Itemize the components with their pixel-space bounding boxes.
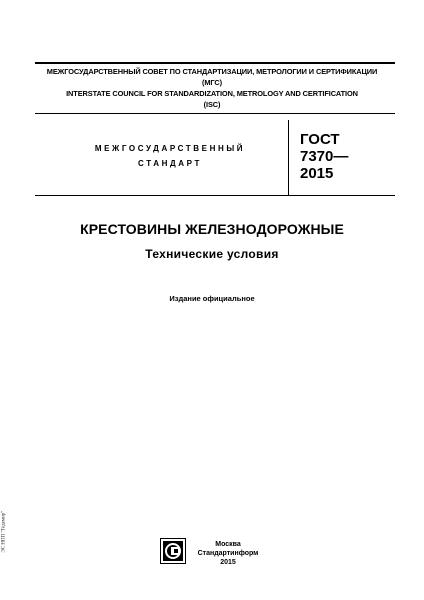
gost-year: 2015 — [300, 165, 334, 182]
council-ru-line: МЕЖГОСУДАРСТВЕННЫЙ СОВЕТ ПО СТАНДАРТИЗАЦИИ, МЕТРОЛОГИИ И СЕРТИФИКАЦИИ — [46, 67, 378, 76]
standard-label-line1: МЕЖГОСУДАРСТВЕННЫЙ — [94, 144, 246, 153]
edition-label: Издание официальное — [169, 294, 255, 303]
publisher-block — [188, 540, 268, 567]
header-bottom-rule — [35, 113, 395, 114]
council-ru-abbr: (МГС) — [201, 78, 222, 87]
standard-label-line2: СТАНДАРТ — [138, 159, 202, 168]
header-top-rule — [35, 62, 395, 64]
publisher-city: Москва — [215, 541, 241, 548]
council-name-en — [30, 88, 394, 110]
document-title: КРЕСТОВИНЫ ЖЕЛЕЗНОДОРОЖНЫЕ — [80, 221, 344, 237]
standard-bottom-rule — [35, 195, 395, 196]
council-name-ru — [30, 66, 394, 88]
council-en-line: INTERSTATE COUNCIL FOR STANDARDIZATION, METROLOGY AND CERTIFICATION — [66, 89, 358, 98]
standartinform-logo-icon — [160, 538, 186, 564]
document-subtitle: Технические условия — [145, 247, 279, 261]
gost-divider — [288, 120, 289, 195]
council-en-abbr: (ISC) — [203, 100, 221, 109]
publisher-name: Стандартинформ — [197, 550, 259, 557]
gost-prefix: ГОСТ — [300, 131, 340, 148]
side-stamp: ЭС НПП "Гедемир" — [1, 510, 7, 553]
standard-label — [60, 141, 280, 171]
gost-number — [300, 131, 390, 182]
gost-code: 7370— — [300, 148, 349, 165]
publisher-year: 2015 — [220, 559, 236, 566]
